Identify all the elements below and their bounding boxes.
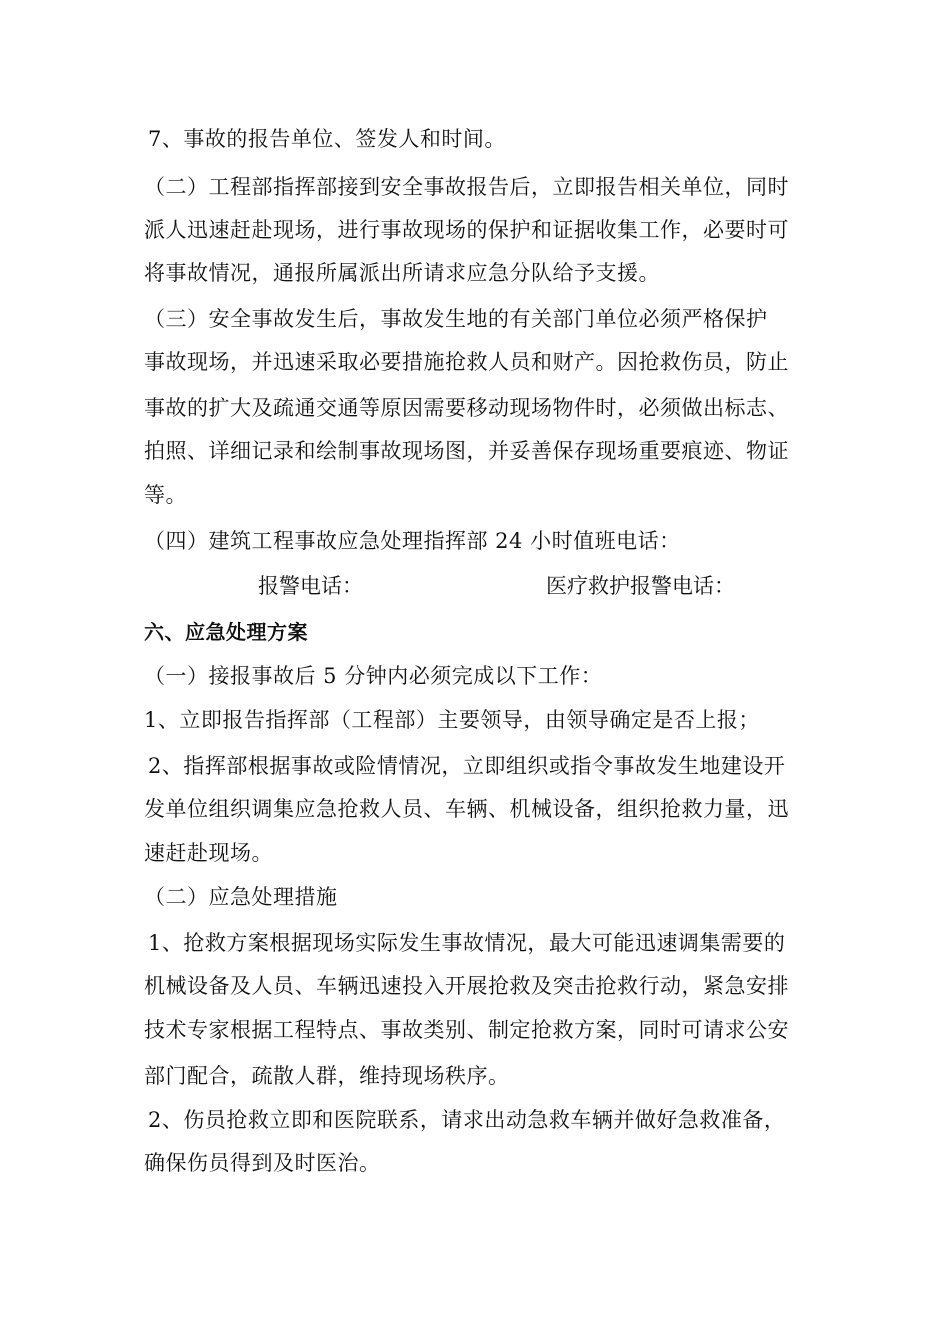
- paragraph-line: 1、立即报告指挥部（工程部）主要领导，由领导确定是否上报；: [144, 708, 760, 732]
- paragraph-line: 部门配合，疏散人群，维持现场秩序。: [144, 1064, 510, 1088]
- paragraph-line: 将事故情况，通报所属派出所请求应急分队给予支援。: [144, 261, 660, 285]
- paragraph-line: （二）工程部指挥部接到安全事故报告后，立即报告相关单位，同时: [144, 175, 789, 199]
- paragraph-line: 确保伤员得到及时医治。: [144, 1151, 381, 1175]
- paragraph-line: 拍照、详细记录和绘制事故现场图，并妥善保存现场重要痕迹、物证: [144, 439, 789, 463]
- paragraph-line: 技术专家根据工程特点、事故类别、制定抢救方案，同时可请求公安: [144, 1018, 789, 1042]
- section-heading: 六、应急处理方案: [144, 620, 308, 644]
- paragraph-line: 事故的扩大及疏通交通等原因需要移动现场物件时，必须做出标志、: [144, 396, 789, 420]
- paragraph-line: 7、事故的报告单位、签发人和时间。: [148, 127, 506, 151]
- paragraph-line: （二）应急处理措施: [144, 885, 338, 909]
- paragraph-line: （三）安全事故发生后，事故发生地的有关部门单位必须严格保护: [144, 307, 768, 331]
- paragraph-line: （四）建筑工程事故应急处理指挥部 24 小时值班电话：: [144, 529, 681, 553]
- paragraph-line: 机械设备及人员、车辆迅速投入开展抢救及突击抢救行动，紧急安排: [144, 974, 789, 998]
- paragraph-line: 1、抢救方案根据现场实际发生事故情况，最大可能迅速调集需要的: [148, 931, 786, 955]
- medical-phone-label: 医疗救护报警电话：: [546, 574, 735, 598]
- paragraph-line: 速赶赴现场。: [144, 841, 273, 865]
- police-phone-label: 报警电话：: [258, 574, 363, 598]
- paragraph-line: 派人迅速赶赴现场，进行事故现场的保护和证据收集工作，必要时可: [144, 218, 789, 242]
- paragraph-line: 事故现场，并迅速采取必要措施抢救人员和财产。因抢救伤员，防止: [144, 350, 789, 374]
- paragraph-line: 发单位组织调集应急抢救人员、车辆、机械设备，组织抢救力量，迅: [144, 797, 789, 821]
- paragraph-line: 等。: [144, 483, 187, 507]
- paragraph-line: 2、伤员抢救立即和医院联系，请求出动急救车辆并做好急救准备，: [148, 1108, 786, 1132]
- paragraph-line: 2、指挥部根据事故或险情情况，立即组织或指令事故发生地建设开: [148, 754, 786, 778]
- paragraph-line: （一）接报事故后 5 分钟内必须完成以下工作：: [144, 664, 603, 688]
